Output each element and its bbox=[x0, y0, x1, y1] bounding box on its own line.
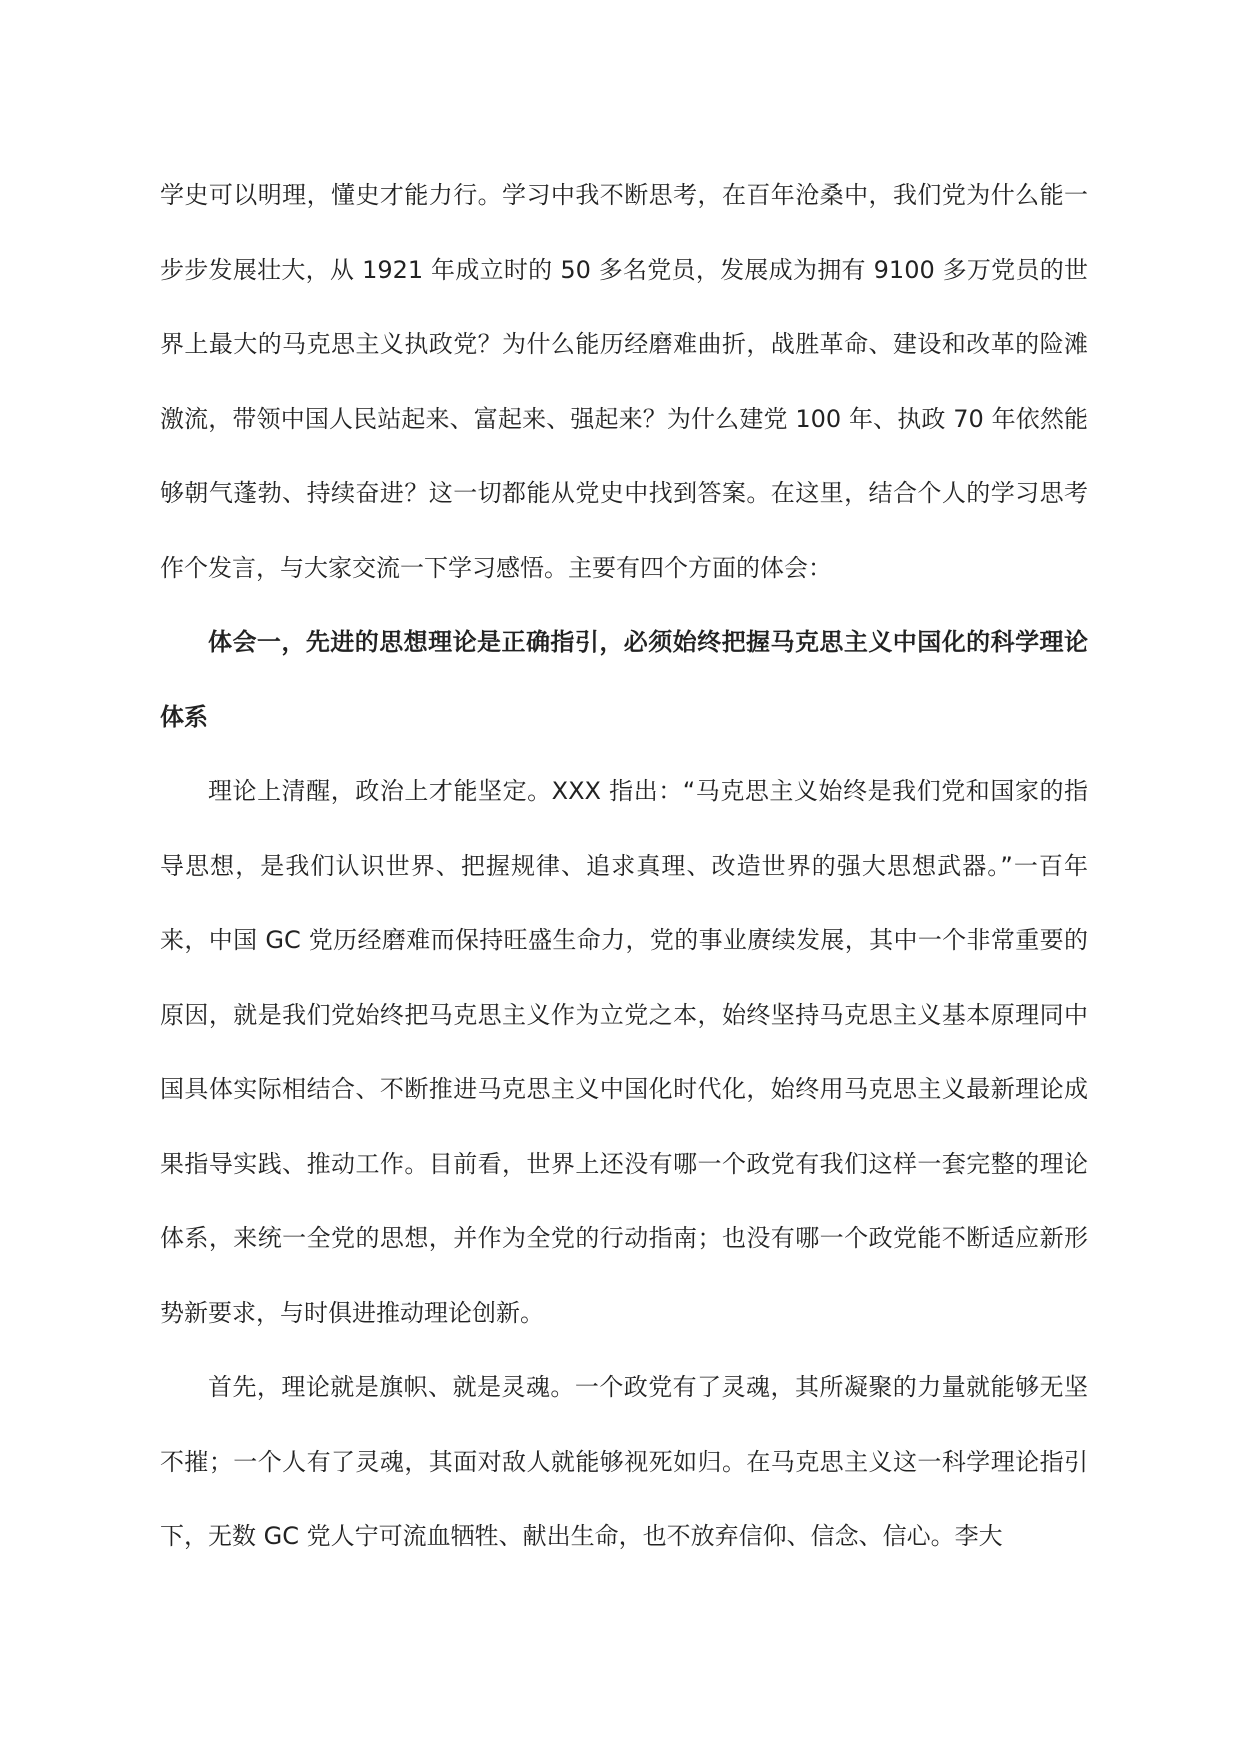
document-body bbox=[160, 158, 1088, 1574]
section-heading-1: 体会一，先进的思想理论是正确指引，必须始终把握马克思主义中国化的科学理论体系 bbox=[160, 628, 1088, 731]
body-paragraph-first: 首先，理论就是旗帜、就是灵魂。一个政党有了灵魂，其所凝聚的力量就能够无坚不摧；一个人有了灵魂，其面对敌人就能够视死如归。在马克思主义这一科学理论指引下，无数 GC 党人宁可流血牺牲、献出生命，也不放弃信仰、信念、信心。李大 bbox=[160, 1373, 1088, 1550]
body-paragraph-theory: 理论上清醒，政治上才能坚定。XXX 指出：“马克思主义始终是我们党和国家的指导思想，是我们认识世界、把握规律、追求真理、改造世界的强大思想武器。”一百年来，中国 GC 党历经磨难而保持旺盛生命力，党的事业赓续发展，其中一个非常重要的原因，就是我们党始终把马克思主义作为立党之本，始终坚持马克思主义基本原理同中国具体实际相结合、不断推进马克思主义中国化时代化，始终用马克思主义最新理论成果指导实践、推动工作。目前看，世界上还没有哪一个政党有我们这样一套完整的理论体系，来统一全党的思想，并作为全党的行动指南；也没有哪一个政党能不断适应新形势新要求，与时俱进推动理论创新。 bbox=[160, 777, 1088, 1327]
intro-paragraph: 学史可以明理，懂史才能力行。学习中我不断思考，在百年沧桑中，我们党为什么能一步步发展壮大，从 1921 年成立时的 50 多名党员，发展成为拥有 9100 多万党员的世界上最大的马克思主义执政党？为什么能历经磨难曲折，战胜革命、建设和改革的险滩激流，带领中国人民站起来、富起来、强起来？为什么建党 100 年、执政 70 年依然能够朝气蓬勃、持续奋进？这一切都能从党史中找到答案。在这里，结合个人的学习思考作个发言，与大家交流一下学习感悟。主要有四个方面的体会： bbox=[160, 181, 1088, 582]
